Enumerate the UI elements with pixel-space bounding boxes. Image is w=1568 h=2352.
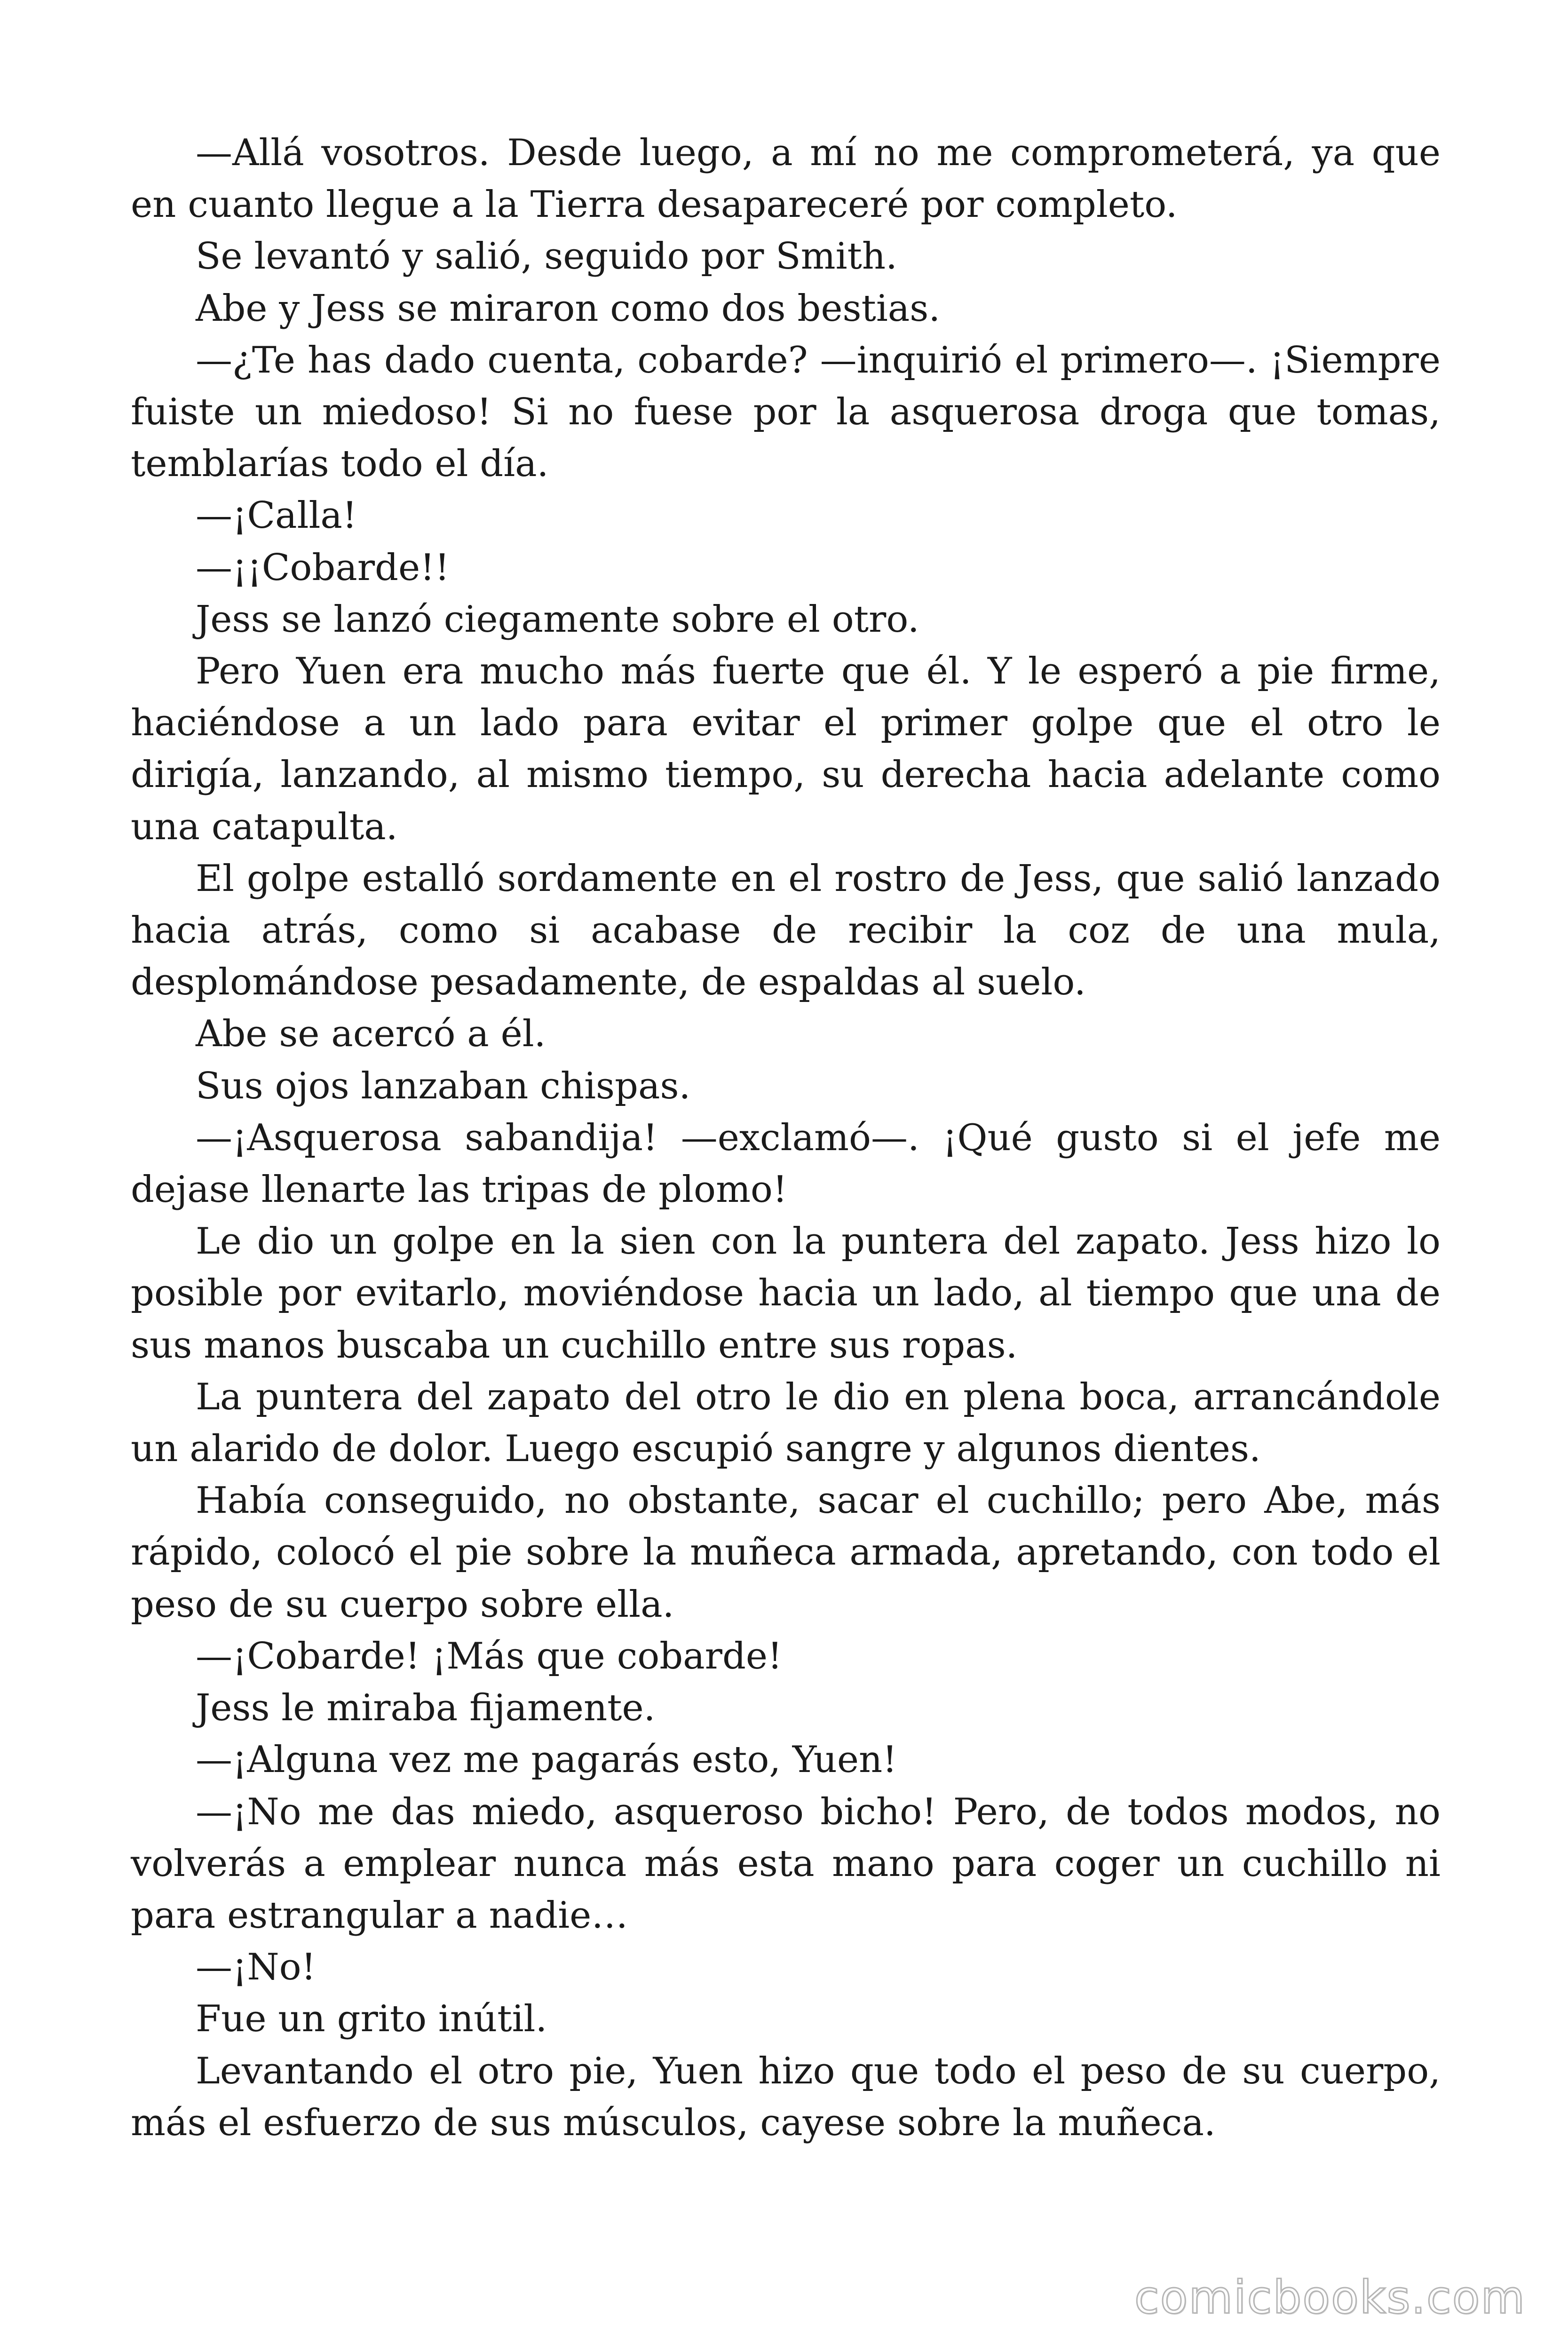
- paragraph: —¡¡Cobarde!!: [196, 546, 450, 589]
- paragraph: Jess se lanzó ciegamente sobre el otro.: [196, 598, 919, 641]
- paragraph: —¿Te has dado cuenta, cobarde? —inquirió el primero—. ¡Siempre fuiste un miedoso! Si no fuese por la asquerosa droga que tomas, temblarías todo el día.: [131, 339, 1441, 485]
- paragraph: La puntera del zapato del otro le dio en plena boca, arrancándole un alarido de dolor. Luego escupió sangre y algunos dientes.: [131, 1375, 1441, 1470]
- paragraph: Levantando el otro pie, Yuen hizo que todo el peso de su cuerpo, más el esfuerzo de sus músculos, cayese sobre la muñeca.: [131, 2050, 1441, 2144]
- paragraph: Se levantó y salió, seguido por Smith.: [196, 235, 897, 278]
- paragraph: —¡No me das miedo, asqueroso bicho! Pero, de todos modos, no volverás a emplear nunca más esta mano para coger un cuchillo ni para estrangular a nadie…: [131, 1790, 1441, 1937]
- paragraph: Le dio un golpe en la sien con la puntera del zapato. Jess hizo lo posible por evitarlo, moviéndose hacia un lado, al tiempo que una de sus manos buscaba un cuchillo entre sus ropas.: [131, 1220, 1441, 1367]
- paragraph: —¡Calla!: [196, 494, 357, 537]
- paragraph: Abe y Jess se miraron como dos bestias.: [196, 287, 941, 330]
- paragraph: Jess le miraba fijamente.: [196, 1687, 656, 1730]
- paragraph: Había conseguido, no obstante, sacar el cuchillo; pero Abe, más rápido, colocó el pie sobre la muñeca armada, apretando, con todo el peso de su cuerpo sobre ella.: [131, 1479, 1441, 1626]
- paragraph: Pero Yuen era mucho más fuerte que él. Y le esperó a pie firme, haciéndose a un lado para evitar el primer golpe que el otro le dirigía, lanzando, al mismo tiempo, su derecha hacia adelante como una catapulta.: [131, 650, 1441, 848]
- body-text: [131, 127, 1441, 2149]
- paragraph: Sus ojos lanzaban chispas.: [196, 1065, 691, 1107]
- paragraph: —¡Cobarde! ¡Más que cobarde!: [196, 1635, 783, 1677]
- paragraph: El golpe estalló sordamente en el rostro de Jess, que salió lanzado hacia atrás, como si acabase de recibir la coz de una mula, desplomándose pesadamente, de espaldas al suelo.: [131, 857, 1441, 1004]
- paragraph: —¡Alguna vez me pagarás esto, Yuen!: [196, 1739, 897, 1781]
- paragraph: —¡Asquerosa sabandija! —exclamó—. ¡Qué gusto si el jefe me dejase llenarte las tripas de plomo!: [131, 1116, 1441, 1211]
- paragraph: Abe se acercó a él.: [196, 1013, 546, 1056]
- paragraph: —¡No!: [196, 1946, 316, 1989]
- watermark: comicbooks.com: [1134, 2271, 1526, 2324]
- paragraph: —Allá vosotros. Desde luego, a mí no me comprometerá, ya que en cuanto llegue a la Tierra desapareceré por completo.: [131, 132, 1441, 226]
- paragraph: Fue un grito inútil.: [196, 1998, 547, 2041]
